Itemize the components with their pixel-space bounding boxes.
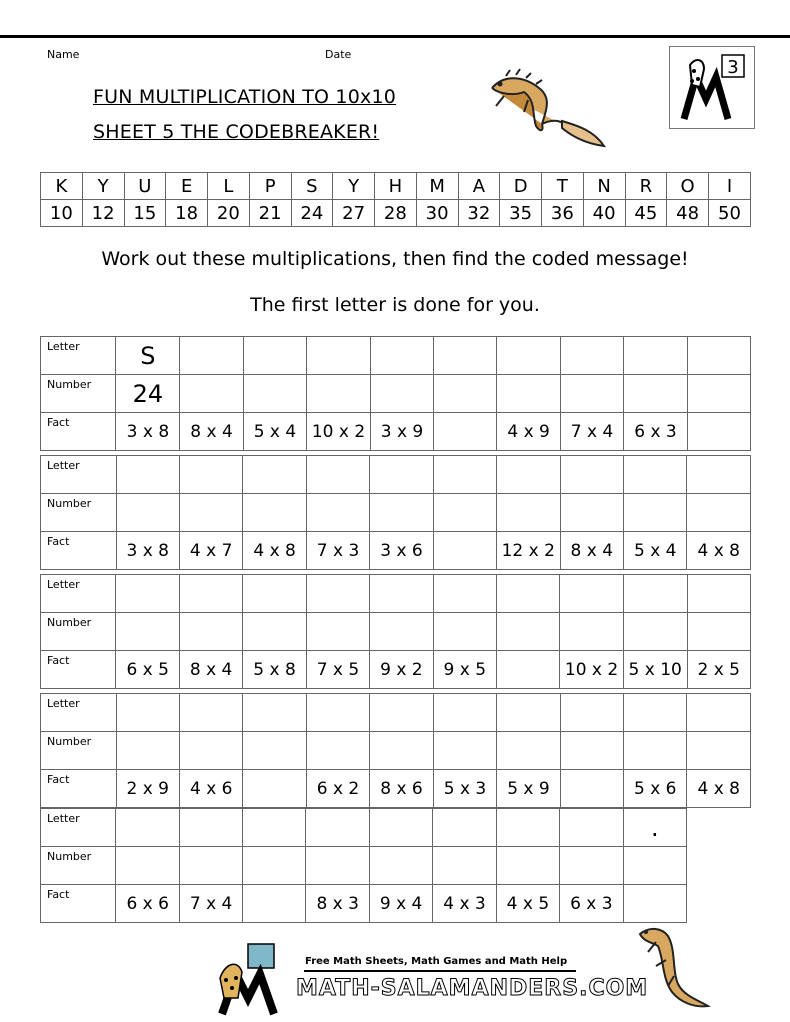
code-number: 35 [500,200,542,227]
puzzle-table-1 [40,336,751,451]
letter-cell[interactable] [370,337,433,375]
letter-cell[interactable] [560,456,623,494]
number-cell[interactable] [243,613,306,651]
number-row [41,732,751,770]
letter-row [41,809,687,847]
number-cell[interactable] [560,847,623,885]
fact-cell [433,532,496,570]
number-row [41,613,751,651]
row-label: Fact [41,532,117,570]
letter-cell[interactable] [243,809,306,847]
footer-brand[interactable]: MATH-SALAMANDERS.COM [296,976,649,1001]
number-cell[interactable] [433,494,496,532]
number-cell[interactable] [560,732,623,770]
number-cell[interactable] [496,847,559,885]
letter-cell[interactable] [180,337,243,375]
fact-cell: 9 x 4 [369,885,432,923]
number-row [41,375,751,413]
puzzle-table-4 [40,693,751,808]
row-label: Number [41,494,117,532]
fact-cell: 7 x 5 [306,651,369,689]
letter-cell[interactable] [306,575,369,613]
fact-cell: 3 x 6 [370,532,433,570]
letter-cell[interactable] [560,809,623,847]
letter-row [41,694,751,732]
math-salamanders-logo-icon [212,938,302,1018]
letter-cell[interactable] [624,337,687,375]
code-letter: M [416,173,458,200]
letter-cell[interactable] [179,809,242,847]
worksheet-subtitle: SHEET 5 THE CODEBREAKER! [93,121,380,143]
number-cell[interactable] [243,494,306,532]
fact-cell: 8 x 4 [560,532,623,570]
number-cell[interactable] [687,613,751,651]
number-cell[interactable] [243,375,306,413]
number-cell[interactable] [497,375,560,413]
number-cell[interactable] [116,613,179,651]
code-letter: O [667,173,709,200]
number-cell[interactable] [433,732,496,770]
fact-cell: 5 x 10 [623,651,687,689]
code-letter: N [583,173,625,200]
code-letter: K [41,173,83,200]
letter-cell[interactable] [433,575,496,613]
number-cell[interactable]: 24 [116,375,180,413]
code-letter: P [249,173,291,200]
row-label: Letter [41,337,116,375]
full-stop-cell: . [623,809,686,847]
number-cell[interactable] [116,847,179,885]
code-number: 10 [41,200,83,227]
fact-cell: 6 x 3 [624,413,687,451]
fact-row [41,770,751,808]
row-label: Letter [41,575,116,613]
instruction-hint: The first letter is done for you. [250,294,540,316]
puzzle-table-5 [40,808,687,923]
code-number: 36 [542,200,584,227]
fact-cell: 4 x 7 [179,532,242,570]
number-cell[interactable] [179,613,242,651]
fact-cell: 9 x 5 [433,651,496,689]
number-cell[interactable] [370,732,433,770]
letter-cell[interactable] [687,337,750,375]
svg-text:3: 3 [727,57,739,78]
code-number: 18 [166,200,208,227]
footer-tagline: Free Math Sheets, Math Games and Math Help [305,956,568,967]
row-label: Letter [41,456,117,494]
number-row [41,494,751,532]
letter-cell[interactable] [180,694,243,732]
number-cell[interactable] [623,847,686,885]
code-letter: U [124,173,166,200]
code-letter: A [458,173,500,200]
fact-cell: 6 x 5 [116,651,179,689]
row-label: Number [41,375,116,413]
fact-cell: 4 x 3 [433,885,496,923]
code-number: 50 [709,200,751,227]
row-label: Number [41,847,116,885]
number-cell[interactable] [180,732,243,770]
code-number: 40 [583,200,625,227]
fact-row [41,532,751,570]
letter-cell[interactable] [369,809,432,847]
letter-cell[interactable] [497,337,560,375]
letter-cell[interactable] [433,809,496,847]
letter-cell[interactable] [370,456,433,494]
number-cell[interactable] [560,375,623,413]
code-number: 12 [82,200,124,227]
fact-row [41,885,687,923]
puzzle-table-3 [40,574,751,689]
fact-cell: 8 x 6 [370,770,433,808]
number-cell[interactable] [687,375,750,413]
number-cell[interactable] [624,375,687,413]
fact-row [41,651,751,689]
date-label: Date [325,48,352,61]
code-number: 28 [375,200,417,227]
letter-cell[interactable] [560,694,623,732]
letter-cell[interactable] [243,694,306,732]
fact-cell: 7 x 4 [560,413,623,451]
fact-cell: 4 x 5 [496,885,559,923]
grade-3-salamander-logo [669,46,755,129]
letter-cell[interactable] [497,694,560,732]
fact-cell: 5 x 3 [433,770,496,808]
number-cell[interactable] [243,732,306,770]
fact-cell [497,651,560,689]
code-letter: I [709,173,751,200]
top-rule [0,35,790,38]
fact-cell [623,885,686,923]
letter-cell[interactable] [496,809,559,847]
fact-cell [243,770,306,808]
letter-cell[interactable] [243,575,306,613]
row-label: Letter [41,809,116,847]
fact-cell [687,413,750,451]
number-cell[interactable] [306,494,369,532]
number-cell[interactable] [116,494,179,532]
letter-cell[interactable] [243,456,306,494]
code-letter: T [542,173,584,200]
row-label: Letter [41,694,117,732]
fact-cell: 2 x 5 [687,651,751,689]
code-number: 21 [249,200,291,227]
number-cell[interactable] [497,732,560,770]
number-cell[interactable] [560,613,624,651]
code-letter: E [166,173,208,200]
fact-cell: 2 x 9 [116,770,179,808]
footer-rule [304,970,576,972]
number-cell[interactable] [433,847,496,885]
letter-cell[interactable] [560,575,624,613]
fact-cell: 6 x 3 [560,885,623,923]
number-cell[interactable] [179,494,242,532]
letter-cell[interactable] [306,456,369,494]
code-letters-row [41,173,751,200]
fact-cell: 8 x 4 [180,413,243,451]
code-numbers-row [41,200,751,227]
fact-row [41,413,751,451]
fact-cell: 9 x 2 [370,651,433,689]
row-label: Number [41,732,117,770]
number-cell[interactable] [560,494,623,532]
code-number: 27 [333,200,375,227]
fact-cell: 4 x 9 [497,413,560,451]
fact-cell: 4 x 8 [687,770,751,808]
letter-cell[interactable] [497,575,560,613]
number-cell[interactable] [306,732,369,770]
number-cell[interactable] [369,847,432,885]
fact-cell: 4 x 8 [243,532,306,570]
number-row [41,847,687,885]
number-cell[interactable] [370,494,433,532]
letter-cell[interactable] [623,575,687,613]
letter-cell[interactable] [116,575,179,613]
instruction-text: Work out these multiplications, then find the coded message! [101,248,689,270]
code-letter: Y [333,173,375,200]
code-letter: L [208,173,250,200]
letter-cell[interactable] [687,575,751,613]
puzzle-table-2 [40,455,751,570]
number-cell[interactable] [624,494,687,532]
letter-cell[interactable] [687,694,751,732]
fact-cell [560,770,623,808]
number-cell[interactable] [496,494,560,532]
letter-cell[interactable] [243,337,306,375]
fact-cell: 6 x 6 [116,885,179,923]
number-cell[interactable] [306,847,369,885]
letter-row [41,575,751,613]
fact-cell: 4 x 6 [180,770,243,808]
number-cell[interactable] [307,375,371,413]
fact-cell: 6 x 2 [306,770,369,808]
code-letter: H [375,173,417,200]
letter-cell[interactable] [624,456,687,494]
row-label: Fact [41,651,116,689]
row-label: Number [41,613,116,651]
worksheet-title: FUN MULTIPLICATION TO 10x10 [93,86,397,108]
letter-cell[interactable] [306,694,369,732]
fact-cell: 12 x 2 [496,532,560,570]
number-cell[interactable] [116,732,179,770]
number-cell[interactable] [179,847,242,885]
fact-cell: 3 x 8 [116,413,180,451]
number-cell[interactable] [434,375,497,413]
letter-cell[interactable] [116,694,179,732]
fact-cell: 5 x 9 [497,770,560,808]
fact-cell: 10 x 2 [560,651,624,689]
letter-cell[interactable] [433,694,496,732]
letter-cell[interactable] [307,337,371,375]
code-number: 48 [667,200,709,227]
letter-cell[interactable] [560,337,623,375]
code-number: 15 [124,200,166,227]
letter-cell[interactable] [433,456,496,494]
number-cell[interactable] [687,494,751,532]
number-cell[interactable] [243,847,306,885]
code-number: 30 [416,200,458,227]
code-number: 32 [458,200,500,227]
code-letter: D [500,173,542,200]
row-label: Fact [41,770,117,808]
row-label: Fact [41,413,116,451]
number-cell[interactable] [180,375,243,413]
fact-cell [243,885,306,923]
letter-cell[interactable] [306,809,369,847]
letter-cell[interactable] [370,575,433,613]
number-cell[interactable] [623,613,687,651]
fact-cell: 4 x 8 [687,532,751,570]
code-number: 24 [291,200,333,227]
number-cell[interactable] [623,732,686,770]
name-label: Name [47,48,80,61]
fact-cell: 8 x 3 [306,885,369,923]
code-letter: Y [82,173,124,200]
fact-cell [434,413,497,451]
code-letter: S [291,173,333,200]
letter-cell[interactable] [687,456,751,494]
number-cell[interactable] [497,613,560,651]
code-number: 45 [625,200,667,227]
letter-cell[interactable] [116,809,179,847]
letter-cell[interactable] [179,575,242,613]
salamander-illustration [484,66,609,156]
fact-cell: 10 x 2 [307,413,371,451]
number-cell[interactable] [687,732,751,770]
number-cell[interactable] [433,613,496,651]
number-cell[interactable] [306,613,369,651]
letter-cell[interactable]: S [116,337,180,375]
fact-cell: 7 x 4 [179,885,242,923]
row-label: Fact [41,885,116,923]
letter-cell[interactable] [370,694,433,732]
fact-cell: 5 x 4 [624,532,687,570]
number-cell[interactable] [370,613,433,651]
fact-cell: 5 x 8 [243,651,306,689]
code-letter: R [625,173,667,200]
fact-cell: 3 x 8 [116,532,179,570]
fact-cell: 7 x 3 [306,532,369,570]
letter-cell[interactable] [116,456,179,494]
letter-row [41,456,751,494]
number-cell[interactable] [370,375,433,413]
letter-cell[interactable] [496,456,560,494]
letter-cell[interactable] [434,337,497,375]
letter-cell[interactable] [179,456,242,494]
fact-cell: 8 x 4 [179,651,242,689]
code-key-table [40,172,751,227]
fact-cell: 5 x 6 [623,770,686,808]
fact-cell: 5 x 4 [243,413,306,451]
letter-cell[interactable] [623,694,686,732]
letter-row [41,337,751,375]
code-number: 20 [208,200,250,227]
fact-cell: 3 x 9 [370,413,433,451]
